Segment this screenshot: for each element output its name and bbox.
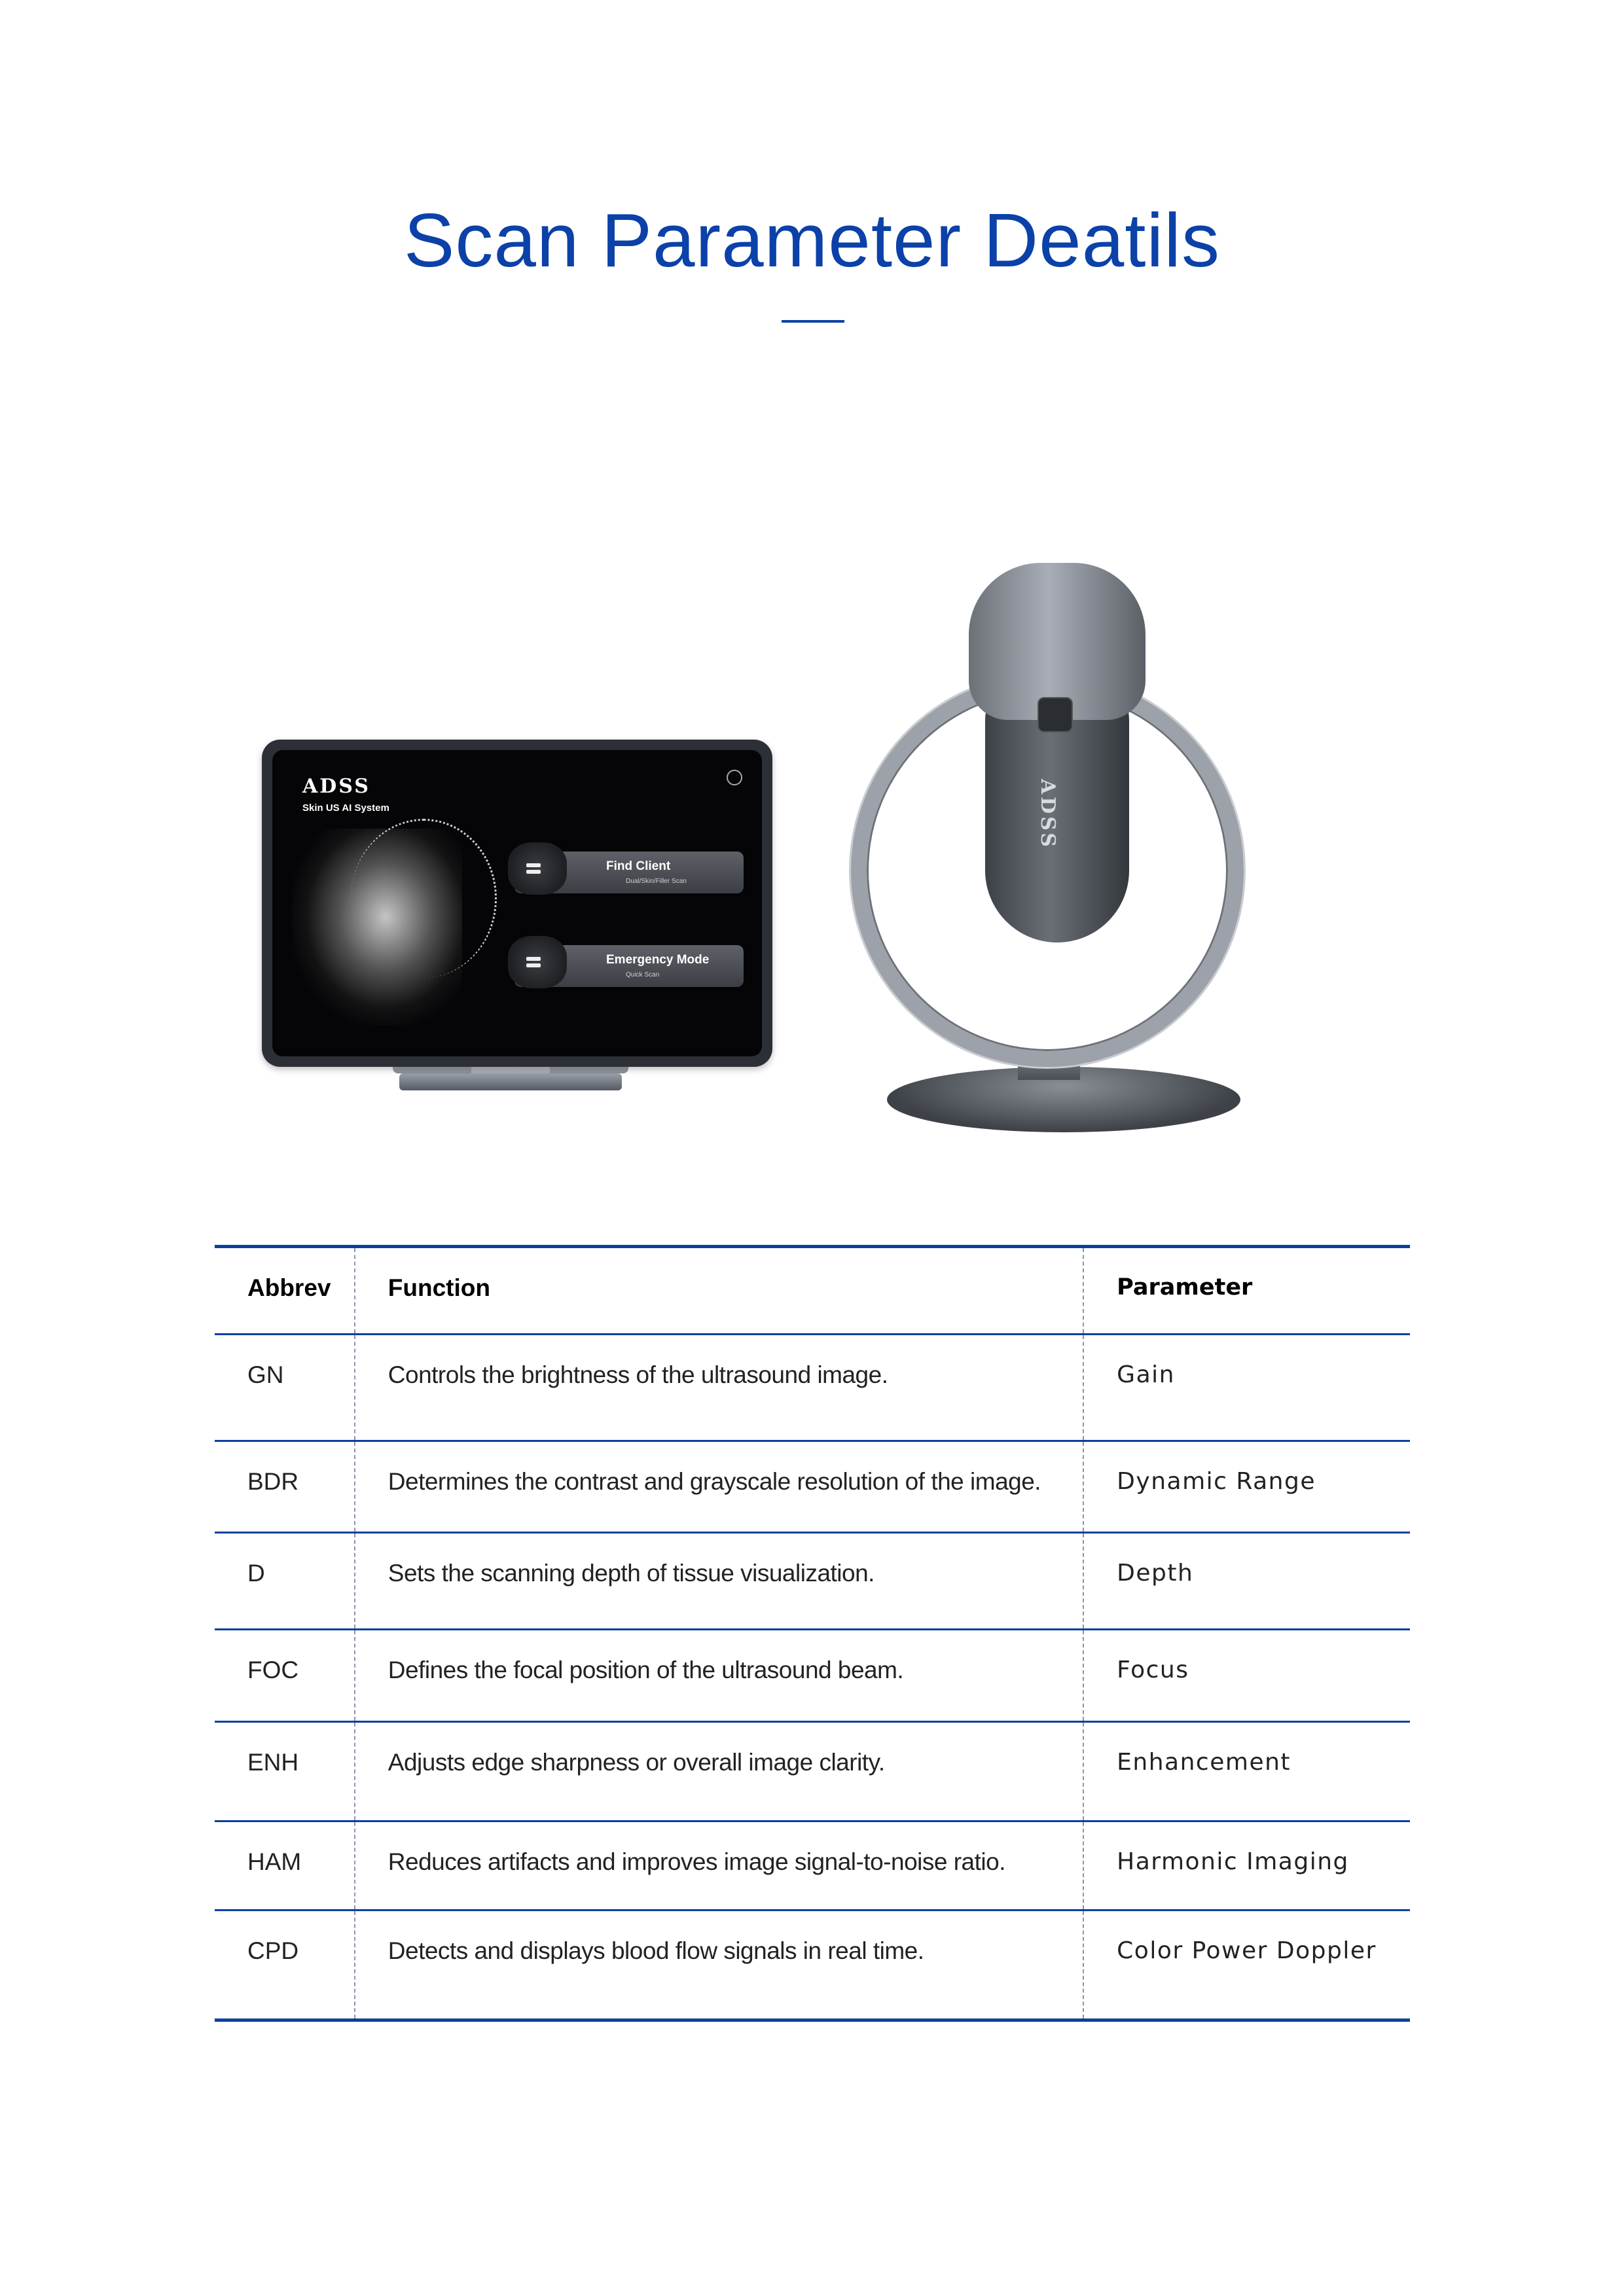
cell-function: Sets the scanning depth of tissue visualization.	[355, 1533, 1083, 1630]
find-client-sub: Dual/Skin/Filler Scan	[626, 878, 687, 885]
cell-abbrev: GN	[215, 1335, 355, 1441]
page-title: Scan Parameter Deatils	[404, 198, 1220, 283]
table-row	[215, 1533, 1410, 1630]
cell-function: Determines the contrast and grayscale resolution of the image.	[355, 1441, 1083, 1533]
title-underline	[782, 320, 844, 323]
cell-abbrev: FOC	[215, 1630, 355, 1722]
cell-function: Detects and displays blood flow signals in real time.	[355, 1910, 1083, 2020]
scan-arc	[351, 819, 497, 978]
product-illustration	[249, 543, 1270, 1152]
table-row	[215, 1441, 1410, 1533]
power-button-icon	[1038, 697, 1073, 732]
cell-parameter: Gain	[1117, 1361, 1175, 1388]
probe-head	[969, 563, 1146, 720]
cell-function: Reduces artifacts and improves image signal-to-noise ratio.	[355, 1821, 1083, 1910]
tablet-screen	[272, 750, 762, 1056]
header-parameter: Parameter	[1117, 1274, 1253, 1300]
cell-abbrev: BDR	[215, 1441, 355, 1533]
cell-abbrev: HAM	[215, 1821, 355, 1910]
emergency-mode-label: Emergency Mode	[606, 953, 710, 967]
cell-abbrev: D	[215, 1533, 355, 1630]
table-row	[215, 1630, 1410, 1722]
cell-parameter: Harmonic Imaging	[1117, 1848, 1349, 1875]
table-header-row	[215, 1247, 1410, 1335]
cell-function: Adjusts edge sharpness or overall image clarity.	[355, 1722, 1083, 1821]
parameter-table	[215, 1245, 1410, 2022]
table-row	[215, 1910, 1410, 2020]
find-client-button[interactable]	[514, 852, 744, 893]
cell-parameter: Color Power Doppler	[1117, 1937, 1377, 1964]
header-abbrev: Abbrev	[215, 1247, 355, 1335]
cell-parameter: Enhancement	[1117, 1749, 1291, 1776]
table-row	[215, 1722, 1410, 1821]
lock-icon	[727, 770, 742, 785]
cell-parameter: Dynamic Range	[1117, 1468, 1316, 1495]
table-row	[215, 1335, 1410, 1441]
cell-abbrev: CPD	[215, 1910, 355, 2020]
emergency-mode-button[interactable]	[514, 945, 744, 987]
probe-icon	[508, 936, 567, 988]
probe-brand: ADSS	[1036, 779, 1059, 850]
tablet-stand-base	[399, 1073, 622, 1090]
table-row	[215, 1821, 1410, 1910]
folder-icon	[508, 842, 567, 895]
tablet-brand: ADSS	[302, 775, 370, 798]
cell-function: Defines the focal position of the ultrasound beam.	[355, 1630, 1083, 1722]
cell-parameter: Focus	[1117, 1657, 1189, 1683]
tablet-subtitle: Skin US AI System	[302, 802, 389, 814]
cell-abbrev: ENH	[215, 1722, 355, 1821]
header-function: Function	[355, 1247, 1083, 1335]
tablet-device	[262, 740, 772, 1067]
cell-parameter: Depth	[1117, 1560, 1194, 1587]
find-client-label: Find Client	[606, 859, 671, 873]
emergency-mode-sub: Quick Scan	[626, 971, 660, 978]
cell-function: Controls the brightness of the ultrasound image.	[355, 1335, 1083, 1441]
